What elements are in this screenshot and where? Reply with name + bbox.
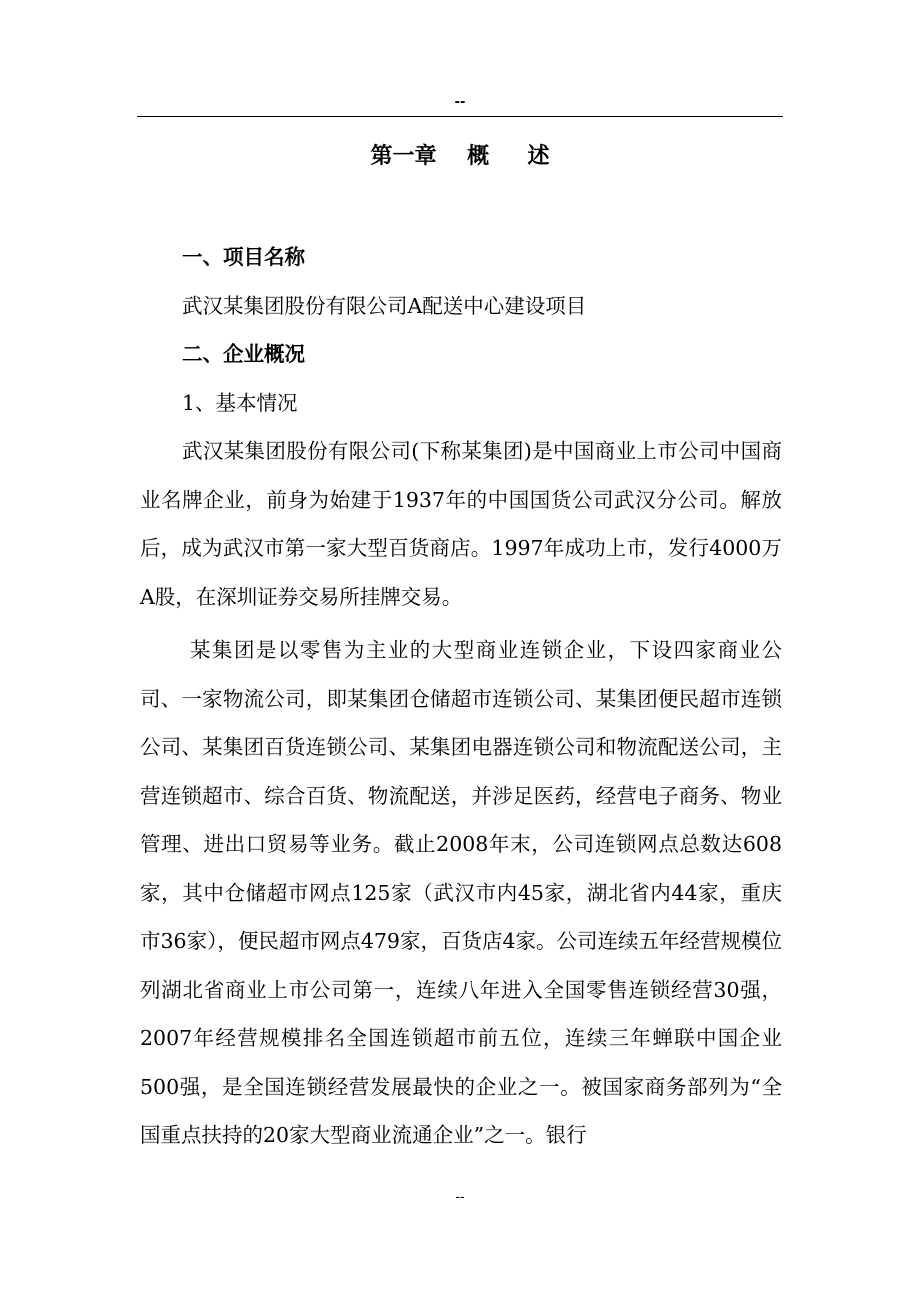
section-heading-project-name: 一、项目名称 [182, 245, 305, 269]
section-heading-company-overview: 二、企业概况 [182, 342, 305, 366]
page-header-mark: -- [454, 93, 466, 110]
project-name-text: 武汉某集团股份有限公司A配送中心建设项目 [182, 293, 587, 318]
document-body [140, 233, 782, 1160]
page-footer-mark: -- [455, 1188, 465, 1204]
header-divider [137, 116, 783, 117]
paragraph-company-history: 武汉某集团股份有限公司(下称某集团)是中国商业上市公司中国商业名牌企业，前身为始建于1937年的中国国货公司武汉分公司。解放后，成为武汉市第一家大型百货商店。1997年成功上市，发行4000万A股，在深圳证券交易所挂牌交易。 [140, 439, 782, 609]
chapter-title: 第一章 概 述 [370, 144, 550, 169]
subheading-basic-info: 1、基本情况 [182, 390, 298, 415]
paragraph-company-business: 某集团是以零售为主业的大型商业连锁企业，下设四家商业公司、一家物流公司，即某集团仓储超市连锁公司、某集团便民超市连锁公司、某集团百货连锁公司、某集团电器连锁公司和物流配送公司，主营连锁超市、综合百货、物流配送，并涉足医药，经营电子商务、物业管理、进出口贸易等业务。截止2008年末，公司连锁网点总数达608家，其中仓储超市网点125家（武汉市内45家，湖北省内44家，重庆市36家），便民超市网点479家，百货店4家。公司连续五年经营规模位列湖北省商业上市公司第一，连续八年进入全国零售连锁经营30强，2007年经营规模排名全国连锁超市前五位，连续三年蝉联中国企业500强，是全国连锁经营发展最快的企业之一。被国家商务部列为“全国重点扶持的20家大型商业流通企业”之一。银行 [140, 638, 783, 1147]
